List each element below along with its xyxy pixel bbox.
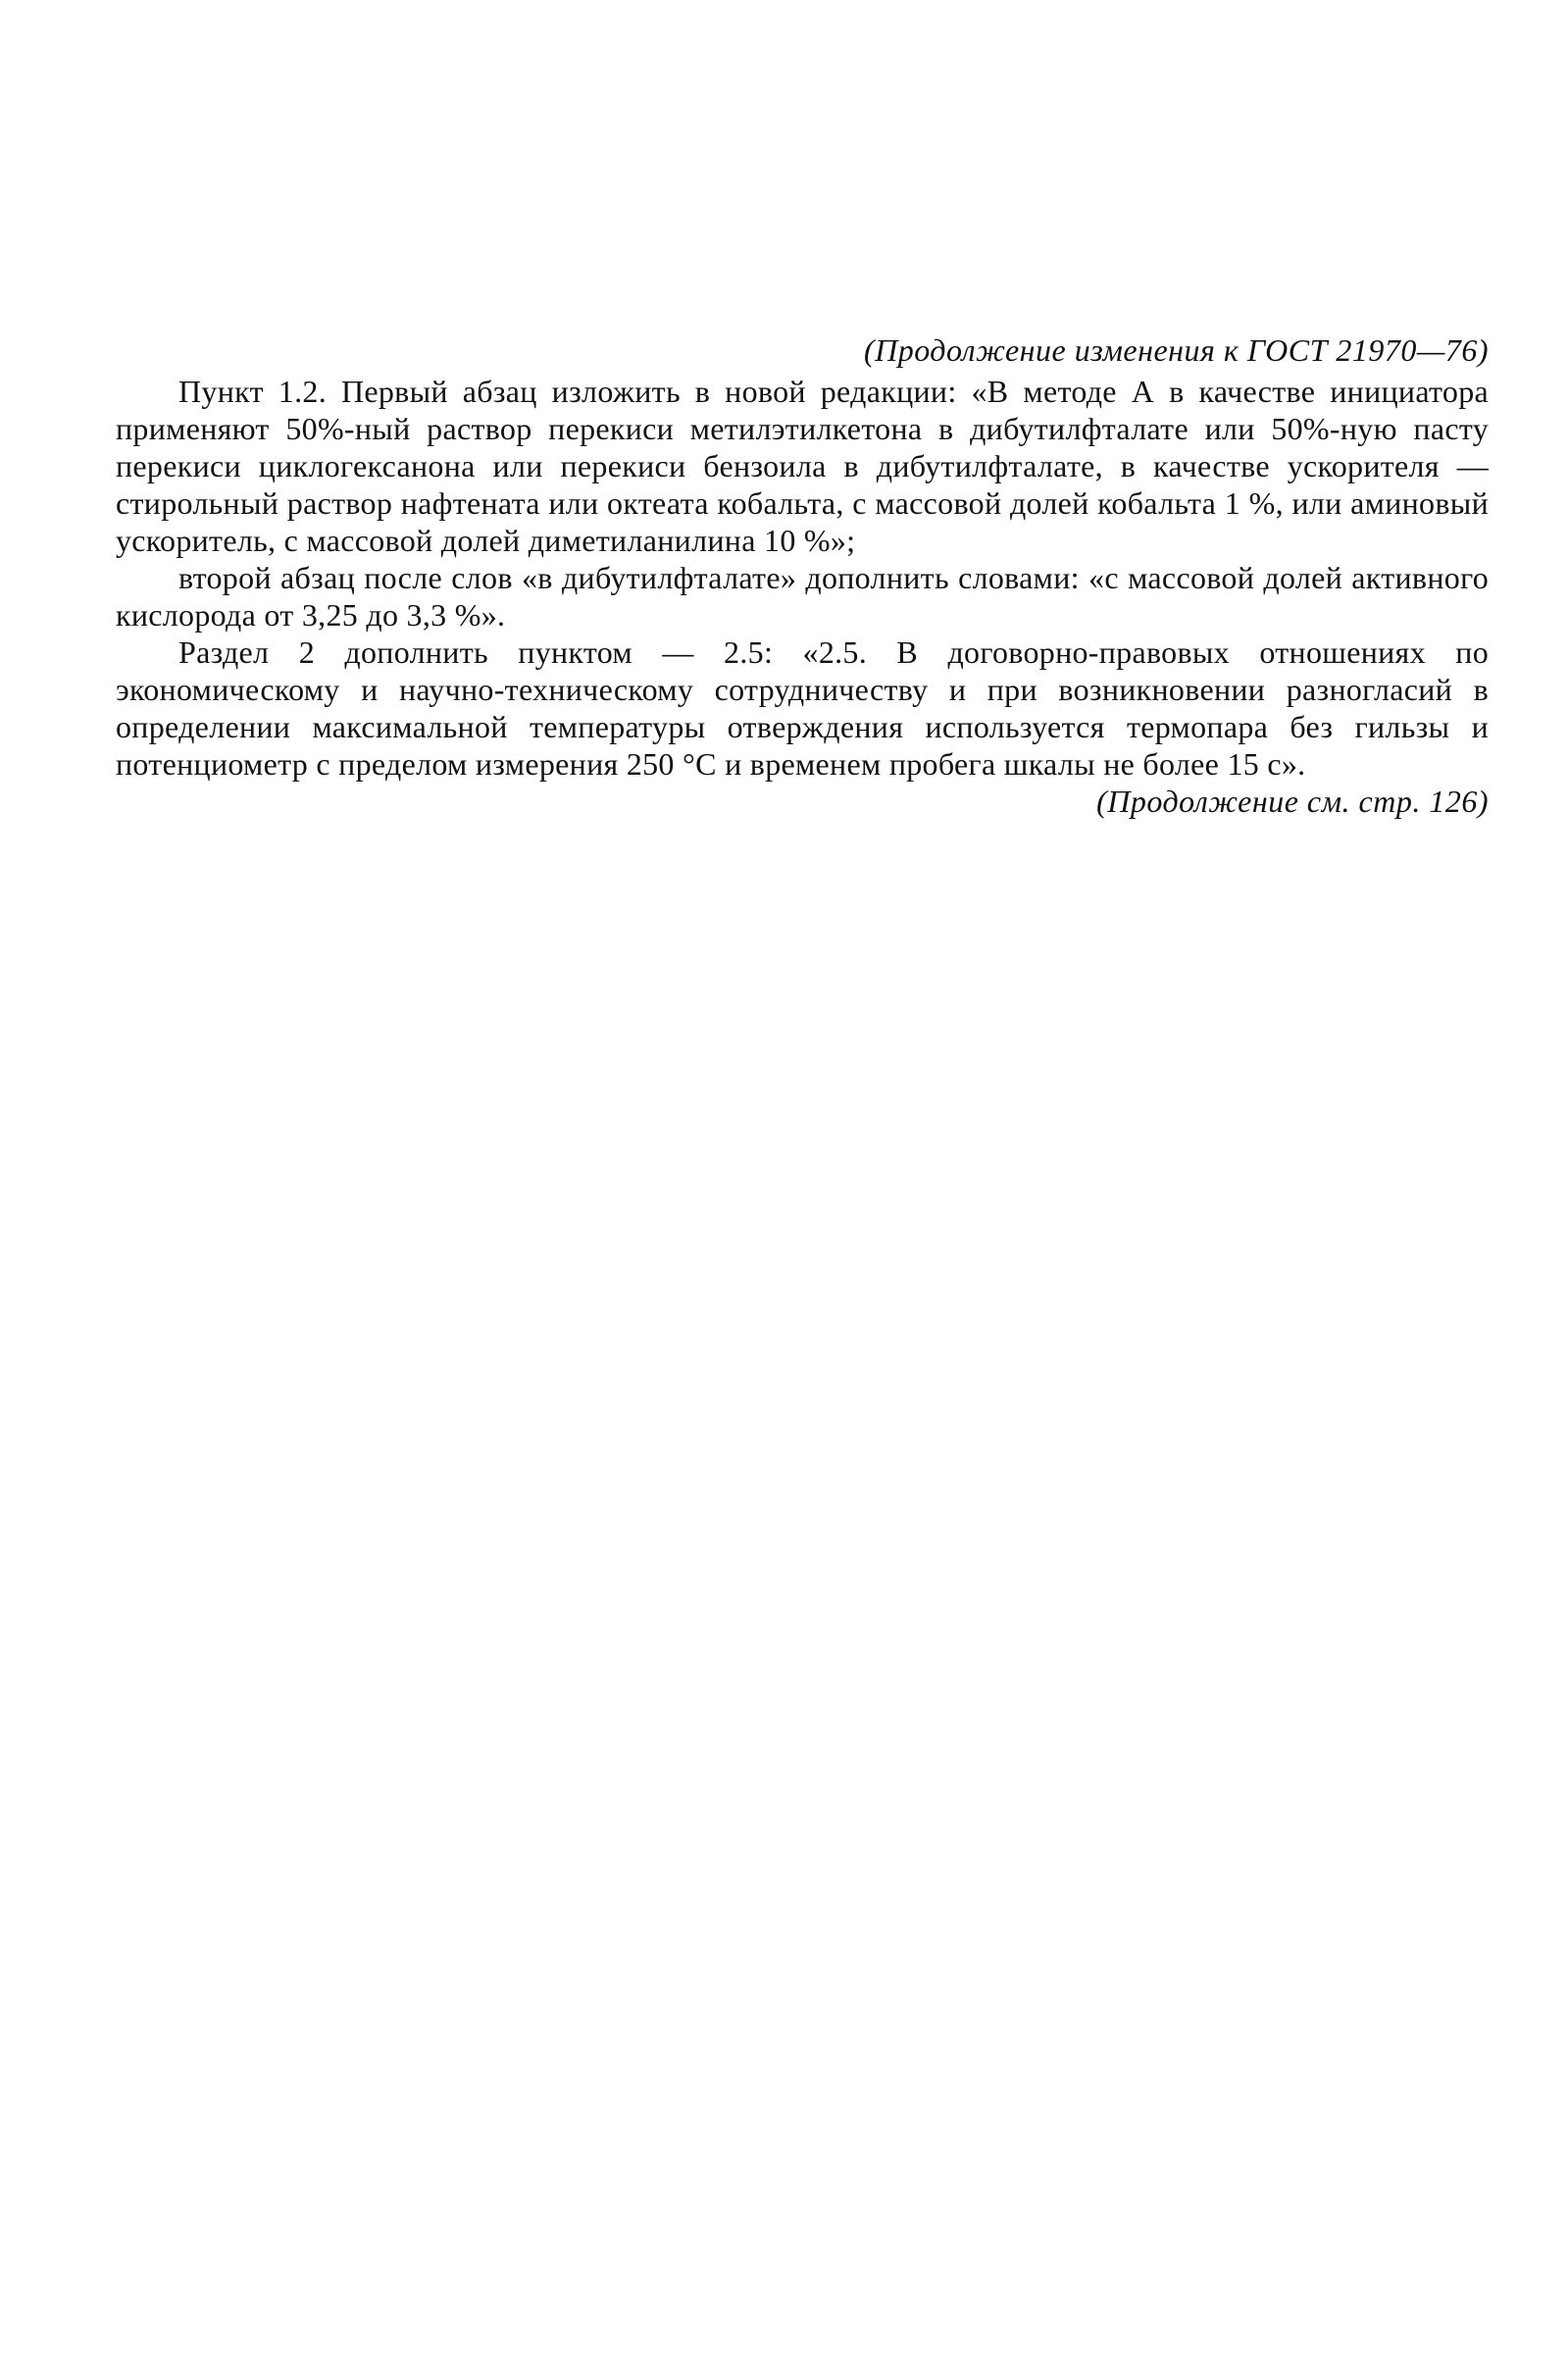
paragraph-clause-1-2: Пункт 1.2. Первый абзац изложить в новой редакции: «В методе А в качестве инициатора применяют 50%-ный раствор перекиси метилэтилкетона в дибутилфталате или 50%-ную пасту перекиси циклогексанона или перекиси бензоила в дибутилфталате, в качестве ускорителя — стирольный раствор нафтената или октеата кобальта, с массовой долей кобальта 1 %, или аминовый ускоритель, с массовой долей диметиланилина 10 %»;	[116, 374, 1489, 558]
continuation-header-note: (Продолжение изменения к ГОСТ 21970—76)	[863, 332, 1489, 368]
continuation-footer-note: (Продолжение см. стр. 126)	[1096, 784, 1489, 819]
amendment-text-block	[116, 331, 1489, 820]
paragraph-section-2-5: Раздел 2 дополнить пунктом — 2.5: «2.5. В договорно-правовых отношениях по экономическому и научно-техническому сотрудничеству и при возникновении разногласий в определении максимальной температуры отверждения используется термопара без гильзы и потенциометр с пределом измерения 250 °С и временем пробега шкалы не более 15 с».	[116, 634, 1489, 782]
paragraph-second-abzac: второй абзац после слов «в дибутилфталате» дополнить словами: «с массовой долей активного кислорода от 3,25 до 3,3 %».	[116, 560, 1489, 633]
